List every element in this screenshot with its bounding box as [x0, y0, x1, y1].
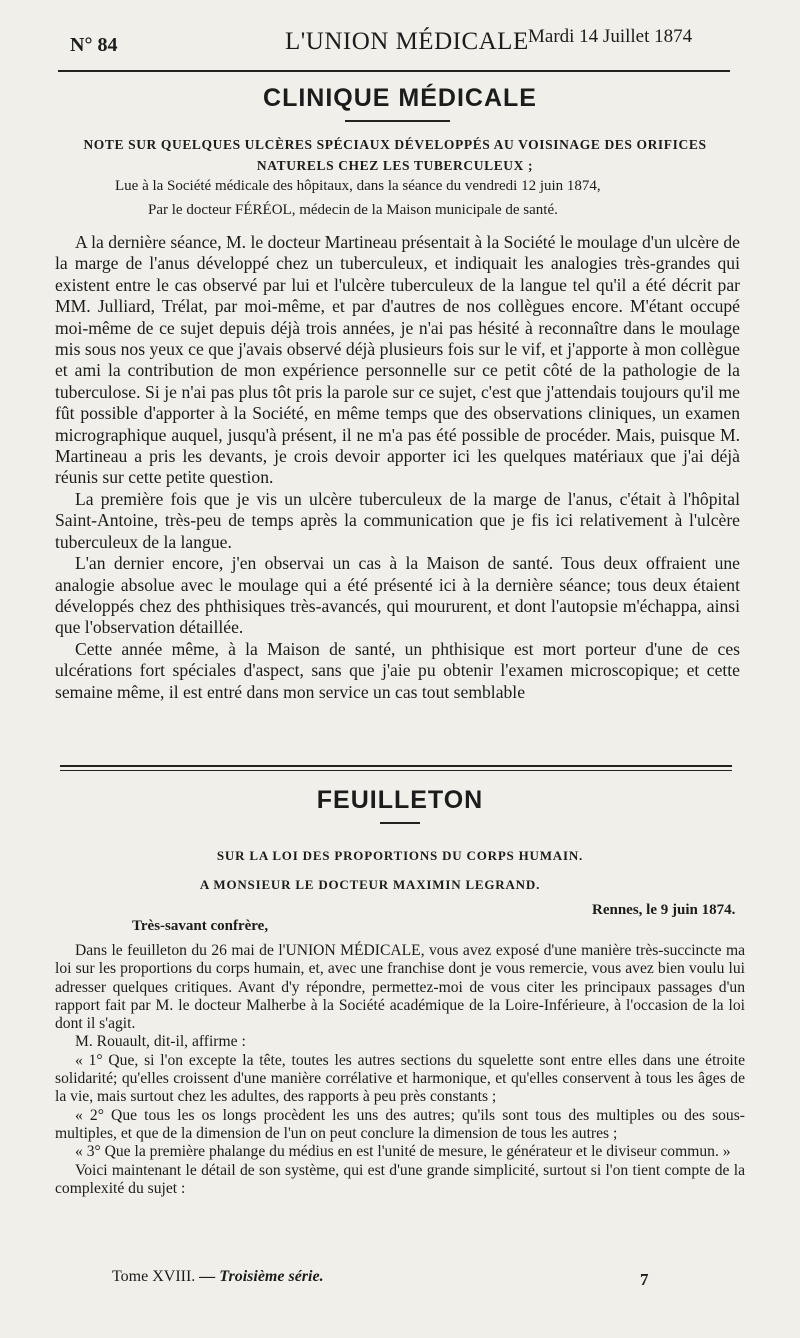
- section-rule: [380, 822, 420, 824]
- section-divider: [60, 770, 732, 771]
- paragraph: « 1° Que, si l'on excepte la tête, toutes les autres sections du squelette sont entre elles dans une étroite solidarité; qu'elles croissent d'une manière corrélative et harmonique, et qu'elles conservent à tous les âges de la vie, mais surtout chez les adultes, des rapports à peu près constants ;: [55, 1051, 745, 1106]
- author-line: Par le docteur FÉRÉOL, médecin de la Maison municipale de santé.: [148, 202, 558, 218]
- section-title-clinique: CLINIQUE MÉDICALE: [263, 84, 537, 112]
- paragraph: La première fois que je vis un ulcère tuberculeux de la marge de l'anus, c'était à l'hôpital Saint-Antoine, très-peu de temps après la communication que je fis ici relativement à l'ulcère tuberculeux de la langue.: [55, 488, 740, 552]
- signature-mark: 7: [640, 1270, 649, 1289]
- article-body: [55, 232, 740, 703]
- article-title: NOTE SUR QUELQUES ULCÈRES SPÉCIAUX DÉVELOPPÉS AU VOISINAGE DES ORIFICES NATURELS CHEZ LES TUBERCULEUX ;: [83, 137, 707, 173]
- footer-volume: [112, 1268, 324, 1286]
- read-at-line: Lue à la Société médicale des hôpitaux, dans la séance du vendredi 12 juin 1874,: [115, 178, 601, 194]
- paragraph: « 2° Que tous les os longs procèdent les uns des autres; qu'ils sont tous des multiples ou des sous-multiples, et que de la dimension de l'un on peut conclure la dimension de tous les autres ;: [55, 1106, 745, 1142]
- place-date: Rennes, le 9 juin 1874.: [592, 902, 736, 918]
- journal-title: L'UNION MÉDICALE: [285, 28, 529, 55]
- feuilleton-subtitle: SUR LA LOI DES PROPORTIONS DU CORPS HUMAIN.: [216, 848, 584, 863]
- issue-number: N° 84: [70, 34, 118, 56]
- header-rule: [58, 70, 730, 72]
- section-divider: [60, 765, 732, 767]
- issue-date: Mardi 14 Juillet 1874: [528, 26, 693, 47]
- paragraph: M. Rouault, dit-il, affirme :: [75, 1033, 246, 1051]
- section-title-feuilleton: FEUILLETON: [316, 786, 484, 814]
- series-text: — Troisième série.: [195, 1268, 324, 1285]
- paragraph: Dans le feuilleton du 26 mai de l'UNION MÉDICALE, vous avez exposé d'une manière très-succincte ma loi sur les proportions du corps humain, et, avec une franchise dont je vous remercie, vous avez bien voulu lui adresser quelques critiques. Avant d'y répondre, permettez-moi de vous citer les principaux passages d'un rapport fait par M. le docteur Malherbe à la Société académique de la Loire-Inférieure, à l'occasion de la loi dont il s'agit.: [55, 942, 745, 1033]
- section-rule: [345, 120, 450, 122]
- paragraph: « 3° Que la première phalange du médius en est l'unité de mesure, le générateur et le diviseur commun. »: [75, 1143, 731, 1161]
- paragraph: A la dernière séance, M. le docteur Martineau présentait à la Société le moulage d'un ulcère de la marge de l'anus développé chez un tuberculeux, et indiquait les analogies très-grandes qui existent entre le cas observé par lui et l'ulcère tuberculeux de la langue tel qu'il a été décrit par MM. Julliard, Trélat, par moi-même, et par d'autres de nos collègues encore. M'étant occupé moi-même de ce sujet depuis déjà trois années, je n'ai pas hésité à reconnaître dans le moulage mis sous nos yeux ce que j'avais observé déjà plusieurs fois sur le vif, et j'apporte à mon collègue et ami la contribution de mon expérience personnelle sur ce petit côté de la pathologie de la tuberculose. Si je n'ai pas plus tôt pris la parole sur ce sujet, c'est que j'attendais toujours qu'il me fût possible d'apporter à la Société, en même temps que des observations cliniques, un examen micrographique auquel, jusqu'à présent, il ne m'a pas été possible de procéder. Mais, puisque M. Martineau a pris les devants, je crois devoir apporter ici les quelques matériaux que j'ai déjà réunis sur cette petite question.: [55, 232, 740, 488]
- addressee-line: A MONSIEUR LE DOCTEUR MAXIMIN LEGRAND.: [199, 877, 541, 892]
- volume-text: Tome XVIII.: [112, 1268, 196, 1285]
- feuilleton-body: [55, 942, 745, 1198]
- paragraph: L'an dernier encore, j'en observai un cas à la Maison de santé. Tous deux offraient une analogie absolue avec le moulage qui a été présenté ici à la dernière séance; tous deux étaient développés chez des phthisiques très-avancés, qui moururent, et dont l'autopsie m'échappa, ainsi que l'observation détaillée.: [55, 553, 740, 638]
- paragraph: Cette année même, à la Maison de santé, un phthisique est mort porteur d'une de ces ulcérations fort spéciales d'aspect, sans que j'aie pu obtenir l'examen microscopique; et cette semaine même, il est entré dans mon service un cas tout semblable: [55, 638, 740, 702]
- salutation: Très-savant confrère,: [132, 918, 269, 934]
- paragraph: Voici maintenant le détail de son système, qui est d'une grande simplicité, surtout si l'on tient compte de la complexité du sujet :: [55, 1161, 745, 1197]
